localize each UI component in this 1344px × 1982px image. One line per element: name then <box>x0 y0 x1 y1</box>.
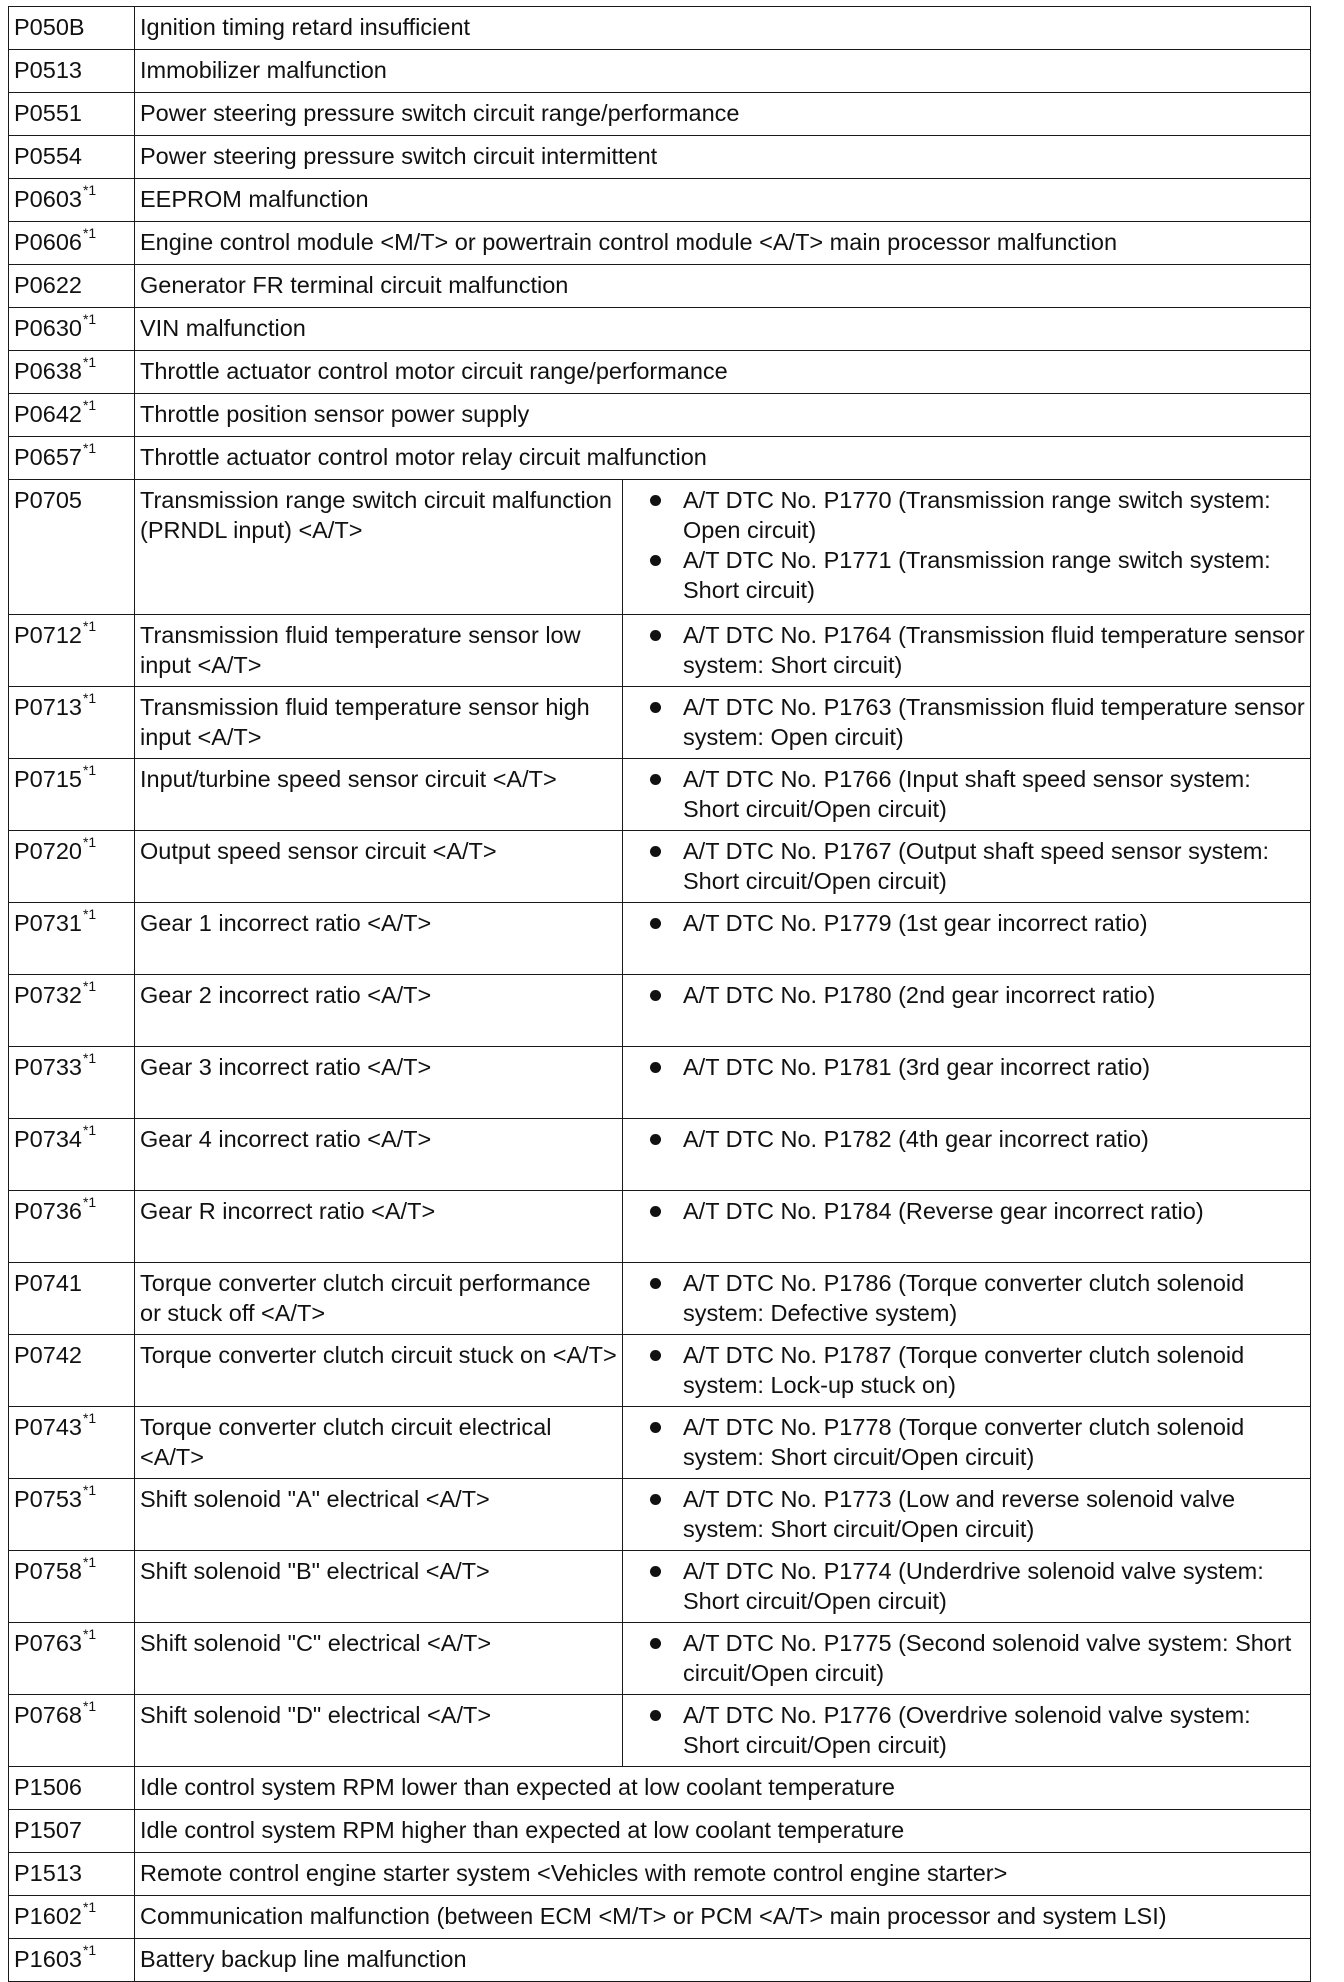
list-item <box>628 545 1305 605</box>
related-dtc-cell <box>623 903 1311 975</box>
related-dtc-text: A/T DTC No. P1782 (4th gear incorrect ratio) <box>683 1126 1149 1152</box>
table-row <box>9 265 1311 308</box>
table-row <box>9 1623 1311 1695</box>
related-dtc-cell <box>623 1695 1311 1767</box>
related-dtc-text: A/T DTC No. P1786 (Torque converter clutch solenoid system: Defective system) <box>683 1270 1245 1326</box>
table-row <box>9 1191 1311 1263</box>
related-dtc-text: A/T DTC No. P1778 (Torque converter clutch solenoid system: Short circuit/Open circuit) <box>683 1414 1245 1470</box>
dtc-code: P0642 <box>14 401 82 427</box>
footnote-marker: *1 <box>82 978 97 995</box>
dtc-code-cell <box>9 93 135 136</box>
dtc-code-cell <box>9 615 135 687</box>
related-dtc-cell <box>623 687 1311 759</box>
related-dtc-list <box>628 1484 1305 1544</box>
dtc-code-cell <box>9 975 135 1047</box>
table-row <box>9 394 1311 437</box>
dtc-code: P0713 <box>14 694 82 720</box>
dtc-description: Shift solenoid "C" electrical <A/T> <box>135 1623 623 1695</box>
table-row <box>9 222 1311 265</box>
dtc-code-cell <box>9 308 135 351</box>
dtc-code-cell <box>9 222 135 265</box>
dtc-description: Idle control system RPM lower than expected at low coolant temperature <box>135 1767 1311 1810</box>
list-item <box>628 1124 1305 1154</box>
footnote-marker: *1 <box>82 762 97 779</box>
related-dtc-text: A/T DTC No. P1774 (Underdrive solenoid valve system: Short circuit/Open circuit) <box>683 1558 1264 1614</box>
dtc-code-cell <box>9 437 135 480</box>
list-item <box>628 908 1305 938</box>
bullet-icon <box>650 774 661 785</box>
list-item <box>628 1340 1305 1400</box>
dtc-code-cell <box>9 351 135 394</box>
footnote-marker: *1 <box>82 1554 97 1571</box>
list-item <box>628 1412 1305 1472</box>
dtc-description: Gear 1 incorrect ratio <A/T> <box>135 903 623 975</box>
related-dtc-text: A/T DTC No. P1775 (Second solenoid valve system: Short circuit/Open circuit) <box>683 1630 1292 1686</box>
dtc-code-cell <box>9 1191 135 1263</box>
table-row <box>9 687 1311 759</box>
dtc-description: EEPROM malfunction <box>135 179 1311 222</box>
list-item <box>628 1196 1305 1226</box>
footnote-marker: *1 <box>82 182 97 199</box>
related-dtc-list <box>628 1124 1305 1154</box>
related-dtc-cell <box>623 1263 1311 1335</box>
bullet-icon <box>650 1422 661 1433</box>
dtc-code-cell <box>9 687 135 759</box>
dtc-code: P0736 <box>14 1198 82 1224</box>
related-dtc-text: A/T DTC No. P1780 (2nd gear incorrect ratio) <box>683 982 1156 1008</box>
bullet-icon <box>650 1494 661 1505</box>
footnote-marker: *1 <box>82 1942 97 1959</box>
dtc-description: Torque converter clutch circuit electrical <A/T> <box>135 1407 623 1479</box>
related-dtc-text: A/T DTC No. P1770 (Transmission range switch system: Open circuit) <box>683 487 1271 543</box>
table-row <box>9 480 1311 615</box>
dtc-description: Idle control system RPM higher than expected at low coolant temperature <box>135 1810 1311 1853</box>
footnote-marker: *1 <box>82 1482 97 1499</box>
footnote-marker: *1 <box>82 225 97 242</box>
dtc-code: P0731 <box>14 910 82 936</box>
related-dtc-text: A/T DTC No. P1776 (Overdrive solenoid valve system: Short circuit/Open circuit) <box>683 1702 1251 1758</box>
related-dtc-text: A/T DTC No. P1764 (Transmission fluid temperature sensor system: Short circuit) <box>683 622 1305 678</box>
related-dtc-list <box>628 1556 1305 1616</box>
dtc-description: Transmission range switch circuit malfunction (PRNDL input) <A/T> <box>135 480 623 615</box>
dtc-code: P0603 <box>14 186 82 212</box>
footnote-marker: *1 <box>82 354 97 371</box>
dtc-code-cell <box>9 1263 135 1335</box>
table-row <box>9 1896 1311 1939</box>
dtc-code: P0763 <box>14 1630 82 1656</box>
table-row <box>9 1335 1311 1407</box>
dtc-description: Input/turbine speed sensor circuit <A/T> <box>135 759 623 831</box>
dtc-description: Ignition timing retard insufficient <box>135 7 1311 50</box>
dtc-code-cell <box>9 1407 135 1479</box>
bullet-icon <box>650 630 661 641</box>
table-row <box>9 1263 1311 1335</box>
dtc-description: Gear R incorrect ratio <A/T> <box>135 1191 623 1263</box>
list-item <box>628 620 1305 680</box>
dtc-code: P0720 <box>14 838 82 864</box>
dtc-description: VIN malfunction <box>135 308 1311 351</box>
list-item <box>628 692 1305 752</box>
dtc-description: Immobilizer malfunction <box>135 50 1311 93</box>
related-dtc-cell <box>623 1047 1311 1119</box>
list-item <box>628 1052 1305 1082</box>
table-row <box>9 179 1311 222</box>
bullet-icon <box>650 990 661 1001</box>
related-dtc-cell <box>623 1407 1311 1479</box>
dtc-code-cell <box>9 1119 135 1191</box>
table-row <box>9 437 1311 480</box>
list-item <box>628 980 1305 1010</box>
dtc-code: P0742 <box>14 1342 82 1368</box>
footnote-marker: *1 <box>82 1410 97 1427</box>
related-dtc-cell <box>623 1119 1311 1191</box>
table-row <box>9 975 1311 1047</box>
dtc-table <box>8 6 1311 1982</box>
table-row <box>9 759 1311 831</box>
dtc-code: P0657 <box>14 444 82 470</box>
dtc-description: Gear 2 incorrect ratio <A/T> <box>135 975 623 1047</box>
footnote-marker: *1 <box>82 1899 97 1916</box>
related-dtc-text: A/T DTC No. P1781 (3rd gear incorrect ratio) <box>683 1054 1151 1080</box>
dtc-code: P1513 <box>14 1860 82 1886</box>
dtc-code: P0733 <box>14 1054 82 1080</box>
bullet-icon <box>650 1638 661 1649</box>
list-item <box>628 1484 1305 1544</box>
dtc-code: P0715 <box>14 766 82 792</box>
table-row <box>9 93 1311 136</box>
dtc-description: Power steering pressure switch circuit range/performance <box>135 93 1311 136</box>
table-row <box>9 1853 1311 1896</box>
related-dtc-list <box>628 692 1305 752</box>
dtc-description: Gear 4 incorrect ratio <A/T> <box>135 1119 623 1191</box>
dtc-code: P0606 <box>14 229 82 255</box>
list-item <box>628 1628 1305 1688</box>
dtc-description: Generator FR terminal circuit malfunction <box>135 265 1311 308</box>
dtc-code-cell <box>9 7 135 50</box>
footnote-marker: *1 <box>82 834 97 851</box>
related-dtc-cell <box>623 1191 1311 1263</box>
footnote-marker: *1 <box>82 618 97 635</box>
footnote-marker: *1 <box>82 311 97 328</box>
footnote-marker: *1 <box>82 690 97 707</box>
table-row <box>9 1551 1311 1623</box>
table-row <box>9 903 1311 975</box>
dtc-code-cell <box>9 1810 135 1853</box>
dtc-description: Remote control engine starter system <Vehicles with remote control engine starter> <box>135 1853 1311 1896</box>
dtc-code-cell <box>9 1479 135 1551</box>
table-row <box>9 1939 1311 1982</box>
list-item <box>628 836 1305 896</box>
dtc-code-cell <box>9 903 135 975</box>
related-dtc-text: A/T DTC No. P1766 (Input shaft speed sensor system: Short circuit/Open circuit) <box>683 766 1251 822</box>
dtc-code: P0734 <box>14 1126 82 1152</box>
dtc-description: Shift solenoid "B" electrical <A/T> <box>135 1551 623 1623</box>
dtc-code-cell <box>9 394 135 437</box>
related-dtc-list <box>628 764 1305 824</box>
list-item <box>628 1700 1305 1760</box>
dtc-code-cell <box>9 1047 135 1119</box>
dtc-description: Output speed sensor circuit <A/T> <box>135 831 623 903</box>
dtc-code: P0768 <box>14 1702 82 1728</box>
related-dtc-text: A/T DTC No. P1767 (Output shaft speed sensor system: Short circuit/Open circuit) <box>683 838 1270 894</box>
dtc-code: P0741 <box>14 1270 82 1296</box>
dtc-description: Throttle actuator control motor circuit range/performance <box>135 351 1311 394</box>
bullet-icon <box>650 1350 661 1361</box>
dtc-code: P0551 <box>14 100 82 126</box>
footnote-marker: *1 <box>82 906 97 923</box>
dtc-description: Shift solenoid "A" electrical <A/T> <box>135 1479 623 1551</box>
list-item <box>628 1268 1305 1328</box>
dtc-description: Power steering pressure switch circuit intermittent <box>135 136 1311 179</box>
table-row <box>9 1119 1311 1191</box>
table-row <box>9 136 1311 179</box>
dtc-description: Engine control module <M/T> or powertrain control module <A/T> main processor malfunction <box>135 222 1311 265</box>
related-dtc-text: A/T DTC No. P1784 (Reverse gear incorrect ratio) <box>683 1198 1204 1224</box>
dtc-code: P0513 <box>14 57 82 83</box>
dtc-code: P0712 <box>14 622 82 648</box>
bullet-icon <box>650 555 661 566</box>
dtc-code-cell <box>9 1853 135 1896</box>
table-row <box>9 50 1311 93</box>
related-dtc-text: A/T DTC No. P1771 (Transmission range switch system: Short circuit) <box>683 547 1271 603</box>
related-dtc-list <box>628 980 1305 1010</box>
related-dtc-list <box>628 485 1305 605</box>
list-item <box>628 485 1305 545</box>
footnote-marker: *1 <box>82 1122 97 1139</box>
dtc-code-cell <box>9 1623 135 1695</box>
related-dtc-cell <box>623 615 1311 687</box>
bullet-icon <box>650 918 661 929</box>
dtc-code: P1507 <box>14 1817 82 1843</box>
dtc-description: Transmission fluid temperature sensor low input <A/T> <box>135 615 623 687</box>
bullet-icon <box>650 702 661 713</box>
list-item <box>628 1556 1305 1616</box>
table-row <box>9 831 1311 903</box>
related-dtc-cell <box>623 1335 1311 1407</box>
related-dtc-cell <box>623 975 1311 1047</box>
related-dtc-list <box>628 1268 1305 1328</box>
footnote-marker: *1 <box>82 1194 97 1211</box>
dtc-code-cell <box>9 1767 135 1810</box>
dtc-code-cell <box>9 265 135 308</box>
related-dtc-cell <box>623 831 1311 903</box>
related-dtc-list <box>628 620 1305 680</box>
bullet-icon <box>650 1566 661 1577</box>
dtc-code-cell <box>9 136 135 179</box>
footnote-marker: *1 <box>82 1050 97 1067</box>
dtc-description: Throttle actuator control motor relay circuit malfunction <box>135 437 1311 480</box>
dtc-code-cell <box>9 1335 135 1407</box>
dtc-code-cell <box>9 1939 135 1982</box>
dtc-code: P0705 <box>14 487 82 513</box>
table-row <box>9 7 1311 50</box>
bullet-icon <box>650 1278 661 1289</box>
dtc-description: Communication malfunction (between ECM <M/T> or PCM <A/T> main processor and system LSI) <box>135 1896 1311 1939</box>
dtc-code-cell <box>9 179 135 222</box>
table-row <box>9 1810 1311 1853</box>
dtc-description: Torque converter clutch circuit performance or stuck off <A/T> <box>135 1263 623 1335</box>
related-dtc-list <box>628 1196 1305 1226</box>
table-row <box>9 1695 1311 1767</box>
related-dtc-cell <box>623 1551 1311 1623</box>
dtc-description: Gear 3 incorrect ratio <A/T> <box>135 1047 623 1119</box>
related-dtc-text: A/T DTC No. P1763 (Transmission fluid temperature sensor system: Open circuit) <box>683 694 1305 750</box>
dtc-code-cell <box>9 50 135 93</box>
dtc-code: P0622 <box>14 272 82 298</box>
table-row <box>9 308 1311 351</box>
bullet-icon <box>650 1134 661 1145</box>
related-dtc-list <box>628 1700 1305 1760</box>
footnote-marker: *1 <box>82 1626 97 1643</box>
bullet-icon <box>650 846 661 857</box>
related-dtc-cell <box>623 480 1311 615</box>
dtc-code: P0743 <box>14 1414 82 1440</box>
footnote-marker: *1 <box>82 1698 97 1715</box>
related-dtc-list <box>628 908 1305 938</box>
related-dtc-text: A/T DTC No. P1773 (Low and reverse solenoid valve system: Short circuit/Open circuit) <box>683 1486 1236 1542</box>
dtc-code: P1602 <box>14 1903 82 1929</box>
dtc-code: P050B <box>14 14 85 40</box>
list-item <box>628 764 1305 824</box>
dtc-code: P0554 <box>14 143 82 169</box>
footnote-marker: *1 <box>82 440 97 457</box>
dtc-description: Torque converter clutch circuit stuck on <A/T> <box>135 1335 623 1407</box>
dtc-code-cell <box>9 831 135 903</box>
table-row <box>9 1047 1311 1119</box>
related-dtc-list <box>628 1412 1305 1472</box>
related-dtc-list <box>628 1340 1305 1400</box>
dtc-code: P0732 <box>14 982 82 1008</box>
table-row <box>9 1407 1311 1479</box>
bullet-icon <box>650 1710 661 1721</box>
related-dtc-list <box>628 836 1305 896</box>
related-dtc-list <box>628 1052 1305 1082</box>
dtc-code: P0753 <box>14 1486 82 1512</box>
bullet-icon <box>650 495 661 506</box>
table-row <box>9 351 1311 394</box>
table-row <box>9 1767 1311 1810</box>
dtc-description: Throttle position sensor power supply <box>135 394 1311 437</box>
dtc-code-cell <box>9 1551 135 1623</box>
bullet-icon <box>650 1206 661 1217</box>
dtc-code-cell <box>9 480 135 615</box>
dtc-code-cell <box>9 759 135 831</box>
dtc-code: P0630 <box>14 315 82 341</box>
dtc-table-body <box>9 7 1311 1982</box>
dtc-description: Battery backup line malfunction <box>135 1939 1311 1982</box>
footnote-marker: *1 <box>82 397 97 414</box>
dtc-code: P1506 <box>14 1774 82 1800</box>
related-dtc-cell <box>623 1479 1311 1551</box>
dtc-code-cell <box>9 1896 135 1939</box>
table-row <box>9 1479 1311 1551</box>
related-dtc-cell <box>623 759 1311 831</box>
bullet-icon <box>650 1062 661 1073</box>
dtc-code: P0638 <box>14 358 82 384</box>
dtc-code: P0758 <box>14 1558 82 1584</box>
dtc-description: Shift solenoid "D" electrical <A/T> <box>135 1695 623 1767</box>
related-dtc-text: A/T DTC No. P1787 (Torque converter clutch solenoid system: Lock-up stuck on) <box>683 1342 1245 1398</box>
related-dtc-cell <box>623 1623 1311 1695</box>
dtc-description: Transmission fluid temperature sensor high input <A/T> <box>135 687 623 759</box>
table-row <box>9 615 1311 687</box>
dtc-code-cell <box>9 1695 135 1767</box>
related-dtc-text: A/T DTC No. P1779 (1st gear incorrect ratio) <box>683 910 1148 936</box>
dtc-code: P1603 <box>14 1946 82 1972</box>
related-dtc-list <box>628 1628 1305 1688</box>
